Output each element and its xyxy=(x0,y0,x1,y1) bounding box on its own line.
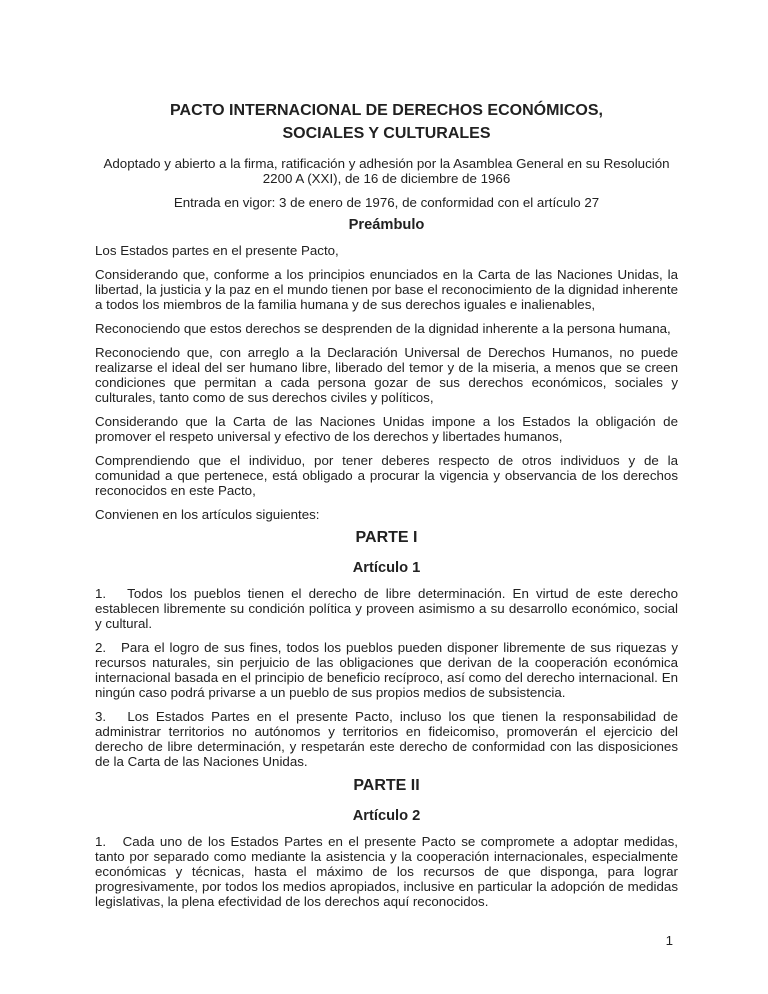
part-1-heading: PARTE I xyxy=(355,529,418,546)
preamble-paragraph: Considerando que, conforme a los principios enunciados en la Carta de las Naciones Unidas, la libertad, la justicia y la paz en el mundo tienen por base el reconocimiento de la dignidad inherente a todos los miembros de la familia humana y de sus derechos iguales e inalienables, xyxy=(95,267,678,312)
preamble-paragraph: Reconociendo que estos derechos se desprenden de la dignidad inherente a la persona humana, xyxy=(95,321,671,336)
preamble-paragraph: Convienen en los artículos siguientes: xyxy=(95,507,320,522)
document-title-line-1: PACTO INTERNACIONAL DE DERECHOS ECONÓMICOS, xyxy=(170,102,603,119)
preamble-paragraph: Reconociendo que, con arreglo a la Declaración Universal de Derechos Humanos, no puede realizarse el ideal del ser humano libre, liberado del temor y de la miseria, a menos que se creen condiciones que permitan a cada persona gozar de sus derechos económicos, sociales y culturales, tanto como de sus derechos civiles y políticos, xyxy=(95,345,678,405)
article-paragraph: 3. Los Estados Partes en el presente Pacto, incluso los que tienen la responsabilidad de administrar territorios no autónomos y territorios en fideicomiso, promoverán el ejercicio del derecho de libre determinación, y respetarán este derecho de conformidad con las disposiciones de la Carta de las Naciones Unidas. xyxy=(95,709,678,769)
page-number: 1 xyxy=(665,933,673,948)
article-1-heading: Artículo 1 xyxy=(352,560,421,576)
article-2-heading: Artículo 2 xyxy=(352,808,421,824)
preamble-paragraph: Considerando que la Carta de las Naciones Unidas impone a los Estados la obligación de promover el respeto universal y efectivo de los derechos y libertades humanos, xyxy=(95,414,678,444)
article-paragraph: 1. Todos los pueblos tienen el derecho de libre determinación. En virtud de este derecho establecen libremente su condición política y proveen asimismo a su desarrollo económico, social y cultural. xyxy=(95,586,678,631)
preamble-heading: Preámbulo xyxy=(348,217,425,233)
preamble-paragraph: Los Estados partes en el presente Pacto, xyxy=(95,243,339,258)
document-title xyxy=(95,99,678,145)
preamble-paragraph: Comprendiendo que el individuo, por tener deberes respecto de otros individuos y de la comunidad a que pertenece, está obligado a procurar la vigencia y observancia de los derechos reconocidos en este Pacto, xyxy=(95,453,678,498)
adoption-note xyxy=(95,156,678,186)
article-paragraph: 2. Para el logro de sus fines, todos los pueblos pueden disponer libremente de sus riquezas y recursos naturales, sin perjuicio de las obligaciones que derivan de la cooperación económica internacional basada en el principio de beneficio recíproco, así como del derecho internacional. En ningún caso podrá privarse a un pueblo de sus propios medios de subsistencia. xyxy=(95,640,678,700)
adoption-note-line-2: 2200 A (XXI), de 16 de diciembre de 1966 xyxy=(262,171,511,186)
document-content xyxy=(95,0,678,909)
document-title-line-2: SOCIALES Y CULTURALES xyxy=(282,125,491,142)
part-2-heading: PARTE II xyxy=(353,777,420,794)
article-paragraph: 1. Cada uno de los Estados Partes en el presente Pacto se compromete a adoptar medidas, tanto por separado como mediante la asistencia y la cooperación internacionales, especialmente económicas y técnicas, hasta el máximo de los recursos de que disponga, para lograr progresivamente, por todos los medios apropiados, inclusive en particular la adopción de medidas legislativas, la plena efectividad de los derechos aquí reconocidos. xyxy=(95,834,678,909)
entry-into-force: Entrada en vigor: 3 de enero de 1976, de conformidad con el artículo 27 xyxy=(173,195,600,210)
adoption-note-line-1: Adoptado y abierto a la firma, ratificación y adhesión por la Asamblea General en su Resolución xyxy=(103,156,670,171)
